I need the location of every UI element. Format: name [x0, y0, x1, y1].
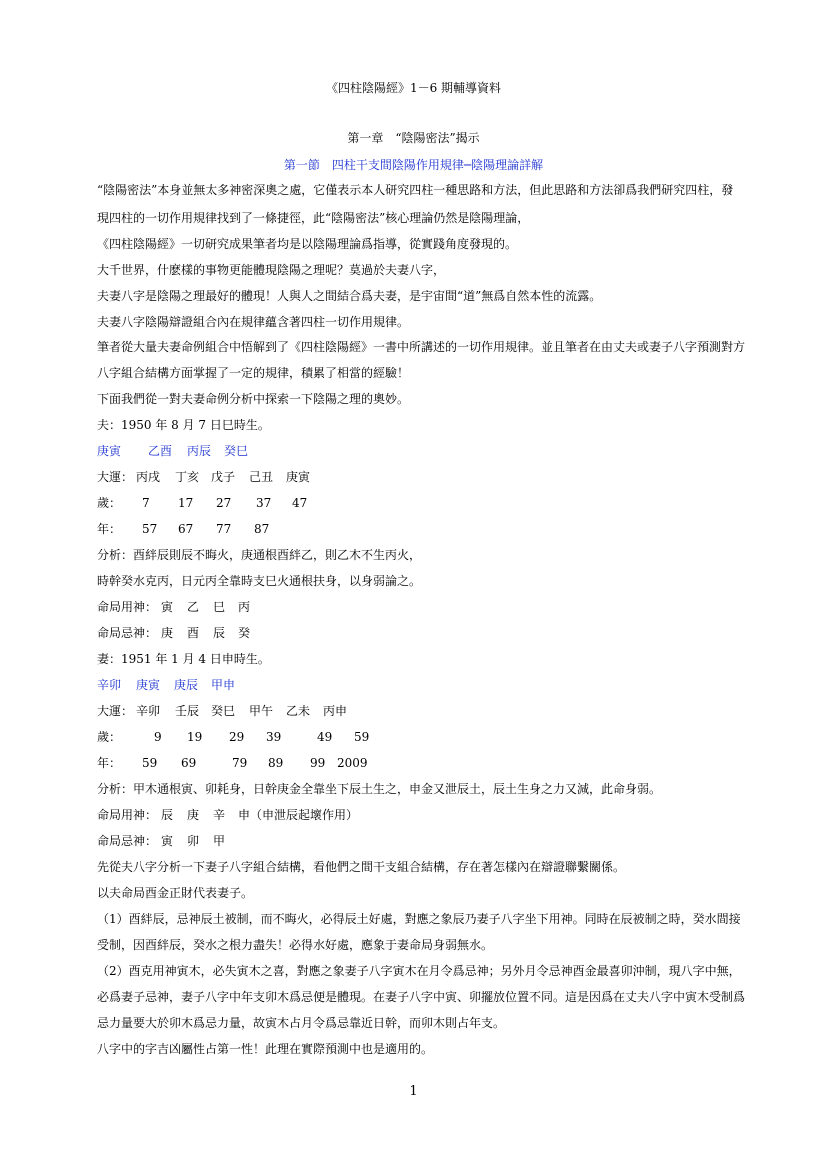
jishen-item: 辰 [213, 626, 226, 640]
age-item: 59 [354, 730, 370, 744]
conclusion-line: 以夫命局酉金正財代表妻子。 [97, 886, 254, 900]
husband-birth: 夫：1950 年 8 月 7 日巳時生。 [97, 418, 270, 432]
year-item: 77 [216, 522, 232, 536]
year-item: 69 [181, 756, 197, 770]
jishen-item: 寅 [161, 834, 174, 848]
year-item: 2009 [337, 756, 368, 770]
year-item: 59 [142, 756, 158, 770]
intro-line: 筆者從大量夫妻命例組合中悟解到了《四柱陰陽經》一書中所講述的一切作用規律。並且筆者在由丈夫或妻子八字預測對方 [97, 340, 746, 354]
year-item: 79 [232, 756, 248, 770]
dayun-item: 癸巳 [211, 704, 236, 718]
yongshen-label: 命局用神： [97, 808, 158, 822]
conclusion-line: （2）酉克用神寅木，必失寅木之喜，對應之象妻子八字寅木在月令爲忌神；另外月令忌神酉金最喜卯沖制，現八字中無， [97, 964, 741, 978]
jishen-item: 癸 [238, 626, 251, 640]
pillar: 癸巳 [224, 444, 249, 458]
yongshen-item: 辛 [213, 808, 226, 822]
wife-analysis: 分析：甲木通根寅、卯耗身，日幹庚金全靠坐下辰土生之，申金又泄辰土，辰土生身之力又減，此命身弱。 [97, 782, 662, 796]
jishen-label: 命局忌神： [97, 834, 158, 848]
age-item: 7 [142, 496, 150, 510]
year-item: 89 [268, 756, 284, 770]
year-label: 年： [97, 522, 122, 536]
dayun-item: 辛卯 [136, 704, 161, 718]
age-label: 歲： [97, 730, 122, 744]
intro-line: 夫妻八字陰陽辯證組合內在規律蘊含著四柱一切作用規律。 [97, 315, 410, 329]
conclusion-line: 必爲妻子忌神，妻子八字中年支卯木爲忌便是體現。在妻子八字中寅、卯擺放位置不同。這是因爲在丈夫八字中寅木受制爲 [97, 990, 746, 1004]
dayun-item: 戊子 [211, 470, 236, 484]
intro-line: 現四柱的一切作用規律找到了一條捷徑，此“陰陽密法”核心理論仍然是陰陽理論， [97, 211, 530, 225]
age-item: 19 [187, 730, 203, 744]
conclusion-line: 忌力量要大於卯木爲忌力量，故寅木占月令爲忌靠近日幹，而卯木則占年支。 [97, 1016, 506, 1030]
dayun-item: 丙戌 [136, 470, 161, 484]
wife-birth: 妻：1951 年 1 月 4 日申時生。 [97, 652, 270, 666]
intro-line: “陰陽密法”本身並無太多神密深奧之處，它僅表示本人研究四柱一種思路和方法，但此思路和方法卻爲我們研究四柱，發 [97, 183, 734, 197]
yongshen-item: 丙 [238, 600, 251, 614]
intro-line: 下面我們從一對夫妻命例分析中探索一下陰陽之理的奧妙。 [97, 392, 410, 406]
year-item: 99 [310, 756, 326, 770]
chapter-heading: 第一章 “陰陽密法”揭示 [347, 131, 480, 145]
age-item: 17 [178, 496, 194, 510]
husband-analysis: 時幹癸水克丙，日元丙全靠時支巳火通根扶身，以身弱論之。 [97, 574, 422, 588]
yongshen-label: 命局用神： [97, 600, 158, 614]
age-item: 29 [229, 730, 245, 744]
jishen-item: 卯 [187, 834, 200, 848]
document-title: 《四柱陰陽經》1－6 期輔導資料 [325, 81, 502, 95]
dayun-item: 丙申 [323, 704, 348, 718]
conclusion-line: 八字中的字吉凶屬性占第一性！此理在實際預測中也是適用的。 [97, 1042, 434, 1056]
jishen-item: 酉 [187, 626, 200, 640]
page-number: 1 [409, 1084, 418, 1099]
dayun-item: 乙未 [286, 704, 311, 718]
pillar: 庚辰 [174, 678, 199, 692]
age-item: 47 [292, 496, 308, 510]
conclusion-line: （1）酉絆辰，忌神辰土被制，而不晦火，必得辰土好處，對應之象辰乃妻子八字坐下用神。同時在辰被制之時，癸水間接 [97, 912, 741, 926]
age-item: 9 [154, 730, 162, 744]
year-item: 87 [254, 522, 270, 536]
intro-line: 大千世界，什麽樣的事物更能體現陰陽之理呢？莫過於夫妻八字， [97, 263, 446, 277]
pillar: 甲申 [211, 678, 236, 692]
year-item: 67 [178, 522, 194, 536]
year-label: 年： [97, 756, 122, 770]
age-item: 49 [317, 730, 333, 744]
conclusion-line: 受制，因酉絆辰，癸水之根力盡失！必得水好處，應象于妻命局身弱無水。 [97, 938, 494, 952]
dayun-item: 庚寅 [286, 470, 311, 484]
section-heading: 第一節 四柱干支間陰陽作用規律─陰陽理論詳解 [283, 158, 544, 172]
pillar: 丙辰 [187, 444, 212, 458]
dayun-item: 丁亥 [175, 470, 200, 484]
age-item: 39 [266, 730, 282, 744]
age-item: 37 [256, 496, 272, 510]
conclusion-line: 先從夫八字分析一下妻子八字組合結構，看他們之間干支組合結構，存在著怎樣內在辯證聯繫關係。 [97, 860, 626, 874]
dayun-item: 壬辰 [175, 704, 200, 718]
yongshen-item: 巳 [213, 600, 226, 614]
pillar: 乙酉 [148, 444, 173, 458]
yongshen-item: 乙 [187, 600, 200, 614]
pillar: 庚寅 [136, 678, 161, 692]
jishen-item: 庚 [161, 626, 174, 640]
intro-line: 八字組合結構方面掌握了一定的規律，積累了相當的經驗！ [97, 366, 410, 380]
jishen-label: 命局忌神： [97, 626, 158, 640]
dayun-item: 己丑 [249, 470, 274, 484]
dayun-label: 大運： [97, 704, 134, 718]
intro-line: 《四柱陰陽經》一切研究成果筆者均是以陰陽理論爲指導，從實踐角度發現的。 [97, 237, 518, 251]
intro-line: 夫妻八字是陰陽之理最好的體現！人與人之間結合爲夫妻，是宇宙間“道”無爲自然本性的流露。 [97, 289, 602, 303]
year-item: 57 [142, 522, 158, 536]
pillar: 辛卯 [97, 678, 122, 692]
yongshen-item: 庚 [187, 808, 200, 822]
yongshen-item: 辰 [161, 808, 174, 822]
pillar: 庚寅 [97, 444, 122, 458]
dayun-item: 甲午 [249, 704, 274, 718]
age-label: 歲： [97, 496, 122, 510]
yongshen-item: 申（申泄辰起壞作用） [238, 808, 359, 822]
dayun-label: 大運： [97, 470, 134, 484]
husband-analysis: 分析：酉絆辰則辰不晦火，庚通根酉絆乙，則乙木不生丙火， [97, 548, 422, 562]
age-item: 27 [216, 496, 232, 510]
yongshen-item: 寅 [161, 600, 174, 614]
jishen-item: 甲 [213, 834, 226, 848]
